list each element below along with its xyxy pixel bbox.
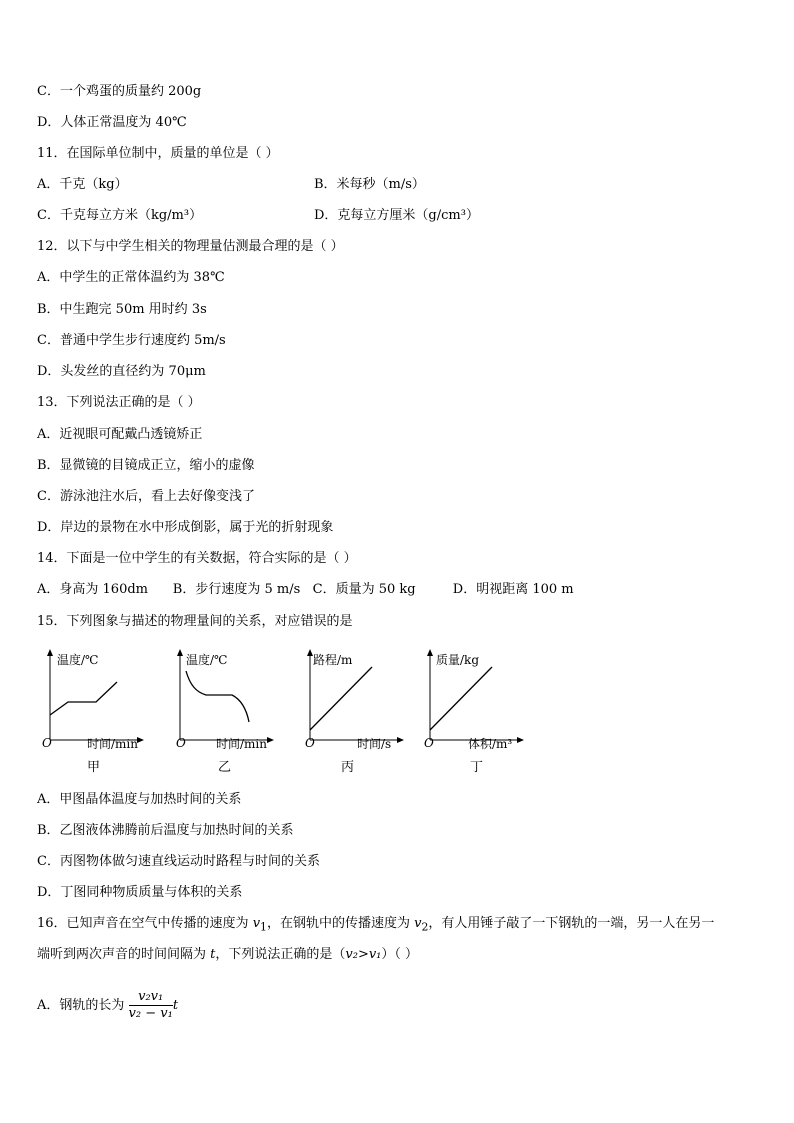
curve bbox=[186, 671, 249, 722]
q15-option-b: B．乙图液体沸腾前后温度与加热时间的关系 bbox=[37, 823, 294, 838]
y-axis-arrow bbox=[427, 649, 433, 656]
q12-option-b: B．中生跑完 50m 用时约 3s bbox=[37, 302, 207, 317]
graph-yi-caption: 乙 bbox=[218, 760, 232, 775]
x-label: 时间/min bbox=[216, 737, 267, 751]
origin-label: O bbox=[305, 736, 315, 750]
x-label: 时间/s bbox=[357, 737, 392, 751]
q13-option-d: D．岸边的景物在水中形成倒影，属于光的折射现象 bbox=[37, 520, 334, 535]
q16-option-a: A．钢轨的长为 $\frac{\text{v₂v₁}}{\text{v₂ − v₁}}$ t bbox=[37, 989, 179, 1021]
prev-option-d: D．人体正常温度为 40℃ bbox=[37, 115, 187, 130]
graph-bing-caption: 丙 bbox=[341, 760, 355, 775]
x-axis-arrow bbox=[517, 737, 524, 743]
origin-label: O bbox=[424, 736, 434, 750]
q15-option-d: D．丁图同种物质质量与体积的关系 bbox=[37, 885, 243, 900]
y-label: 温度/℃ bbox=[57, 653, 99, 667]
origin-label: O bbox=[176, 736, 186, 750]
graph-ding bbox=[420, 645, 530, 755]
y-label: 温度/℃ bbox=[186, 653, 228, 667]
origin-label: O bbox=[42, 736, 52, 750]
q13-stem: 13．下列说法正确的是（ ） bbox=[37, 395, 201, 410]
graph-yi bbox=[170, 645, 280, 755]
graph-jia bbox=[40, 645, 150, 755]
q13-option-b: B．显微镜的目镜成正立，缩小的虚像 bbox=[37, 458, 255, 473]
x-axis-arrow bbox=[267, 737, 274, 743]
fraction: $\frac{\text{v₂v₁}}{\text{v₂ − v₁}}$ bbox=[128, 989, 173, 1021]
q11-option-d: D．克每立方厘米（g/cm³） bbox=[314, 208, 479, 223]
curve bbox=[430, 667, 492, 730]
x-axis-arrow bbox=[137, 737, 144, 743]
q16-stem-line2: 端听到两次声音的时间间隔为 t，下列说法正确的是（v₂>v₁）（ ） bbox=[37, 947, 419, 962]
curve bbox=[50, 682, 117, 715]
y-label: 路程/m bbox=[313, 653, 353, 667]
q11-option-b: B．米每秒（m/s） bbox=[314, 177, 425, 192]
q15-stem: 15．下列图象与描述的物理量间的关系，对应错误的是 bbox=[37, 614, 353, 629]
q11-stem: 11．在国际单位制中，质量的单位是（ ） bbox=[37, 146, 279, 161]
q11-option-c: C．千克每立方米（kg/m³） bbox=[37, 208, 203, 223]
q11-option-a: A．千克（kg） bbox=[37, 177, 128, 192]
y-label: 质量/kg bbox=[436, 653, 479, 667]
q12-option-d: D．头发丝的直径约为 70μm bbox=[37, 364, 206, 379]
q12-option-c: C．普通中学生步行速度约 5m/s bbox=[37, 333, 226, 348]
q13-option-c: C．游泳池注水后，看上去好像变浅了 bbox=[37, 489, 255, 504]
x-axis-arrow bbox=[397, 737, 404, 743]
x-label: 体积/m³ bbox=[468, 737, 513, 751]
graph-ding-caption: 丁 bbox=[470, 760, 484, 775]
q15-option-c: C．丙图物体做匀速直线运动时路程与时间的关系 bbox=[37, 854, 320, 869]
x-label: 时间/min bbox=[87, 737, 138, 751]
y-axis-arrow bbox=[47, 649, 53, 656]
q16-stem-line1: 16．已知声音在空气中传播的速度为 $v_1$，在钢轨中的传播速度为 $v_2$，有人用锤子敲了一下钢轨的一端，另一人在另一 bbox=[37, 916, 715, 934]
q12-stem: 12．以下与中学生相关的物理量估测最合理的是（ ） bbox=[37, 239, 344, 254]
y-axis-arrow bbox=[177, 649, 183, 656]
curve bbox=[310, 667, 372, 730]
q13-option-a: A．近视眼可配戴凸透镜矫正 bbox=[37, 427, 203, 442]
prev-option-c: C．一个鸡蛋的质量约 200g bbox=[37, 84, 202, 99]
graph-bing bbox=[300, 645, 410, 755]
q14-options: A．身高为 160dm B．步行速度为 5 m/s C．质量为 50 kg D．明视距离 100 m bbox=[37, 582, 574, 597]
q15-option-a: A．甲图晶体温度与加热时间的关系 bbox=[37, 792, 242, 807]
graph-jia-caption: 甲 bbox=[87, 760, 101, 775]
q12-option-a: A．中学生的正常体温约为 38℃ bbox=[37, 270, 225, 285]
q14-stem: 14．下面是一位中学生的有关数据，符合实际的是（ ） bbox=[37, 551, 357, 566]
